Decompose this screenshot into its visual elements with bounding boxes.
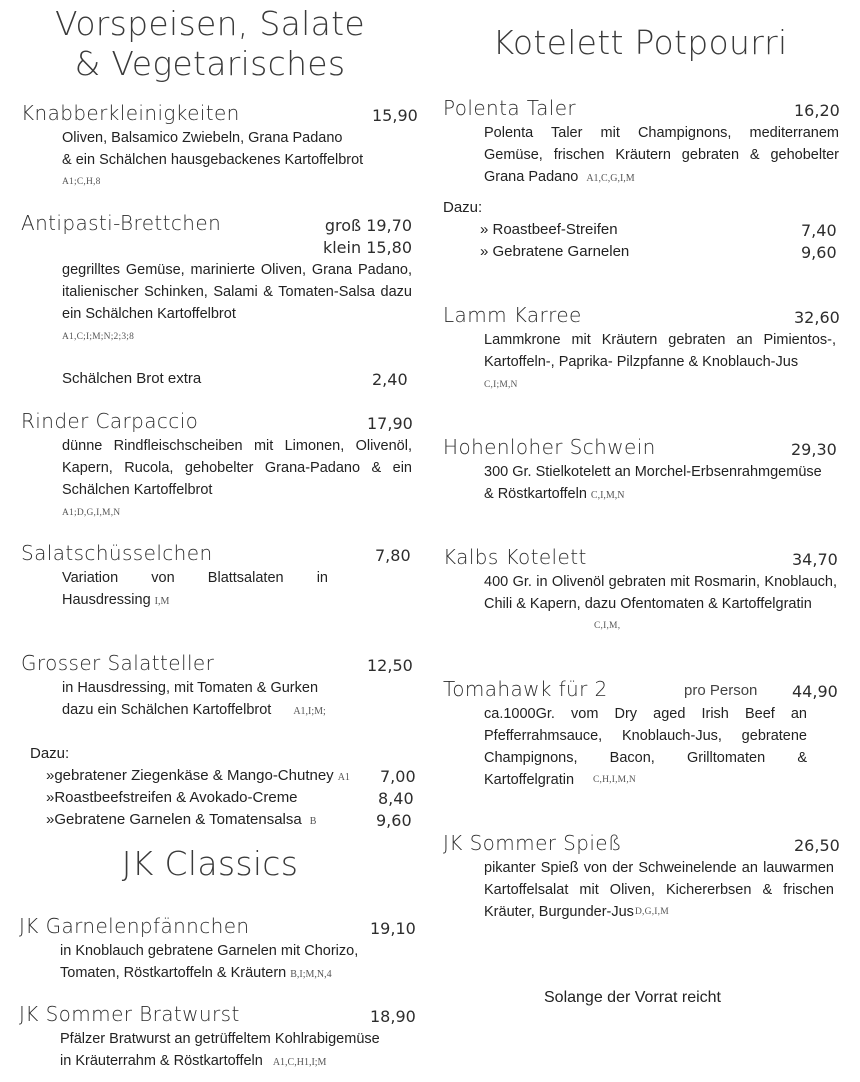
extra-price: 9,60 <box>376 811 412 830</box>
allergen-codes: A1;D,G,I,M,N <box>62 508 121 518</box>
dish-price: 18,90 <box>370 1007 416 1026</box>
dish-name: JK Garnelenpfännchen <box>19 914 250 938</box>
dish-name: Antipasti-Brettchen <box>21 211 222 235</box>
dish-name: Lamm Karree <box>443 303 582 327</box>
dish-name: Grosser Salatteller <box>21 651 215 675</box>
dish-description: ca.1000Gr. vom Dry aged Irish Beef an Pfefferrahmsauce, Knoblauch-Jus, gebratene Champignons, Bacon, Grilltomaten & Kartoffelgratin <box>484 706 807 788</box>
extra-item: » Gebratene Garnelen <box>480 243 630 260</box>
dish-name: Kalbs Kotelett <box>443 545 587 569</box>
allergen-codes: C,I;M,N <box>484 380 518 390</box>
dish-description: in Hausdressing, mit Tomaten & Gurken dazu ein Schälchen Kartoffelbrot A1,I;M; <box>62 680 326 718</box>
dish-name: Rinder Carpaccio <box>21 409 199 433</box>
dish-name: Hohenloher Schwein <box>443 435 656 459</box>
dish-price: 15,90 <box>372 106 418 125</box>
extra-price: 9,60 <box>801 243 837 262</box>
allergen-codes: D,G,I,M <box>635 907 669 917</box>
dish-price: 19,10 <box>370 919 416 938</box>
price-per-person-label: pro Person <box>684 682 758 699</box>
allergen-codes: C,H,I,M,N <box>593 775 636 785</box>
allergen-codes: A1,C,G,I,M <box>586 173 635 184</box>
allergen-codes: B,I;M,N,4 <box>290 969 332 980</box>
dish-description: Pfälzer Bratwurst an getrüffeltem Kohlrabigemüse in Kräuterrahm & Röstkartoffeln A1,C,H1,I;M <box>60 1031 380 1069</box>
dish-description: 400 Gr. in Olivenöl gebraten mit Rosmarin, Knoblauch, Chili & Kapern, dazu Ofentomaten & Kartoffelgratin <box>484 574 837 612</box>
allergen-codes: C,I,M,N <box>590 490 625 501</box>
dish-description: Oliven, Balsamico Zwiebeln, Grana Padano & ein Schälchen hausgebackenes Kartoffelbrot A1;C,H,8 <box>62 127 412 193</box>
dish-name: Polenta Taler <box>443 96 577 120</box>
section-title-classics: JK Classics <box>121 844 299 883</box>
dish-price: 16,20 <box>794 101 840 120</box>
dish-name: JK Sommer Bratwurst <box>19 1002 240 1026</box>
allergen-codes: C,I,M, <box>594 621 621 631</box>
allergen-codes: A1,C,H1,I;M <box>272 1057 327 1068</box>
allergen-codes: I,M <box>154 596 170 607</box>
allergen-codes: A1,I;M; <box>293 706 326 717</box>
dish-price: 29,30 <box>791 440 837 459</box>
dish-price-small: klein 15,80 <box>322 238 412 257</box>
dish-price: 32,60 <box>794 308 840 327</box>
footer-note: Solange der Vorrat reicht <box>544 989 721 1006</box>
dish-price: 12,50 <box>367 656 413 675</box>
extra-bread-label: Schälchen Brot extra <box>62 370 202 387</box>
extra-bread-price: 2,40 <box>372 370 408 389</box>
dish-description: gegrilltes Gemüse, marinierte Oliven, Grana Padano, italienischer Schinken, Salami & Tomaten-Salsa dazu ein Schälchen Kartoffelbrot <box>62 262 412 322</box>
dish-price: 7,80 <box>375 546 411 565</box>
section-title-starters: Vorspeisen, Salate & Vegetarisches <box>55 4 365 83</box>
dish-description: Variation von Blattsalaten in Hausdressing I,M <box>62 570 328 608</box>
dish-price: 26,50 <box>794 836 840 855</box>
extra-price: 8,40 <box>378 789 414 808</box>
dish-name: JK Sommer Spieß <box>443 831 622 855</box>
extra-price: 7,40 <box>801 221 837 240</box>
dish-description: 300 Gr. Stielkotelett an Morchel-Erbsenrahmgemüse & Röstkartoffeln C,I,M,N <box>484 464 822 502</box>
dish-description: dünne Rindfleischscheiben mit Limonen, Olivenöl, Kapern, Rucola, gehobelter Grana-Padano & ein Schälchen Kartoffelbrot <box>62 438 412 498</box>
dish-description: pikanter Spieß von der Schweinelende an lauwarmen Kartoffelsalat mit Oliven, Kichererbsen & frischen Kräuter, Burgunder-Jus <box>484 860 834 920</box>
extras-label: Dazu: <box>30 745 70 762</box>
section-title-cutlets: Kotelett Potpourri <box>492 23 788 62</box>
allergen-codes: A1;C,H,8 <box>62 177 101 187</box>
dish-description: in Knoblauch gebratene Garnelen mit Chorizo, Tomaten, Röstkartoffeln & Kräutern B,I;M,N,4 <box>60 943 359 981</box>
dish-price: 44,90 <box>792 682 838 701</box>
dish-price-large: groß 19,70 <box>324 216 412 235</box>
dish-name: Knabberkleinigkeiten <box>21 101 240 125</box>
extra-price: 7,00 <box>380 767 416 786</box>
dish-name: Salatschüsselchen <box>21 541 213 565</box>
extras-label: Dazu: <box>443 199 483 216</box>
extra-item: »gebratener Ziegenkäse & Mango-Chutney A1 <box>46 767 350 784</box>
dish-price: 34,70 <box>792 550 838 569</box>
dish-name: Tomahawk für 2 <box>443 677 608 701</box>
dish-description: Polenta Taler mit Champignons, mediterranem Gemüse, frischen Kräutern gebraten & gehobelter Grana Padano A1,C,G,I,M <box>484 125 839 185</box>
extra-item: »Roastbeefstreifen & Avokado-Creme <box>46 789 298 806</box>
extra-item: » Roastbeef-Streifen <box>480 221 618 238</box>
dish-price: 17,90 <box>367 414 413 433</box>
extra-item: »Gebratene Garnelen & Tomatensalsa B <box>46 811 317 828</box>
allergen-codes: A1,C;I;M;N;2;3;8 <box>62 332 135 342</box>
dish-description: Lammkrone mit Kräutern gebraten an Pimientos-, Kartoffeln-, Paprika- Pilzpfanne & Knoblauch-Jus <box>484 332 836 370</box>
